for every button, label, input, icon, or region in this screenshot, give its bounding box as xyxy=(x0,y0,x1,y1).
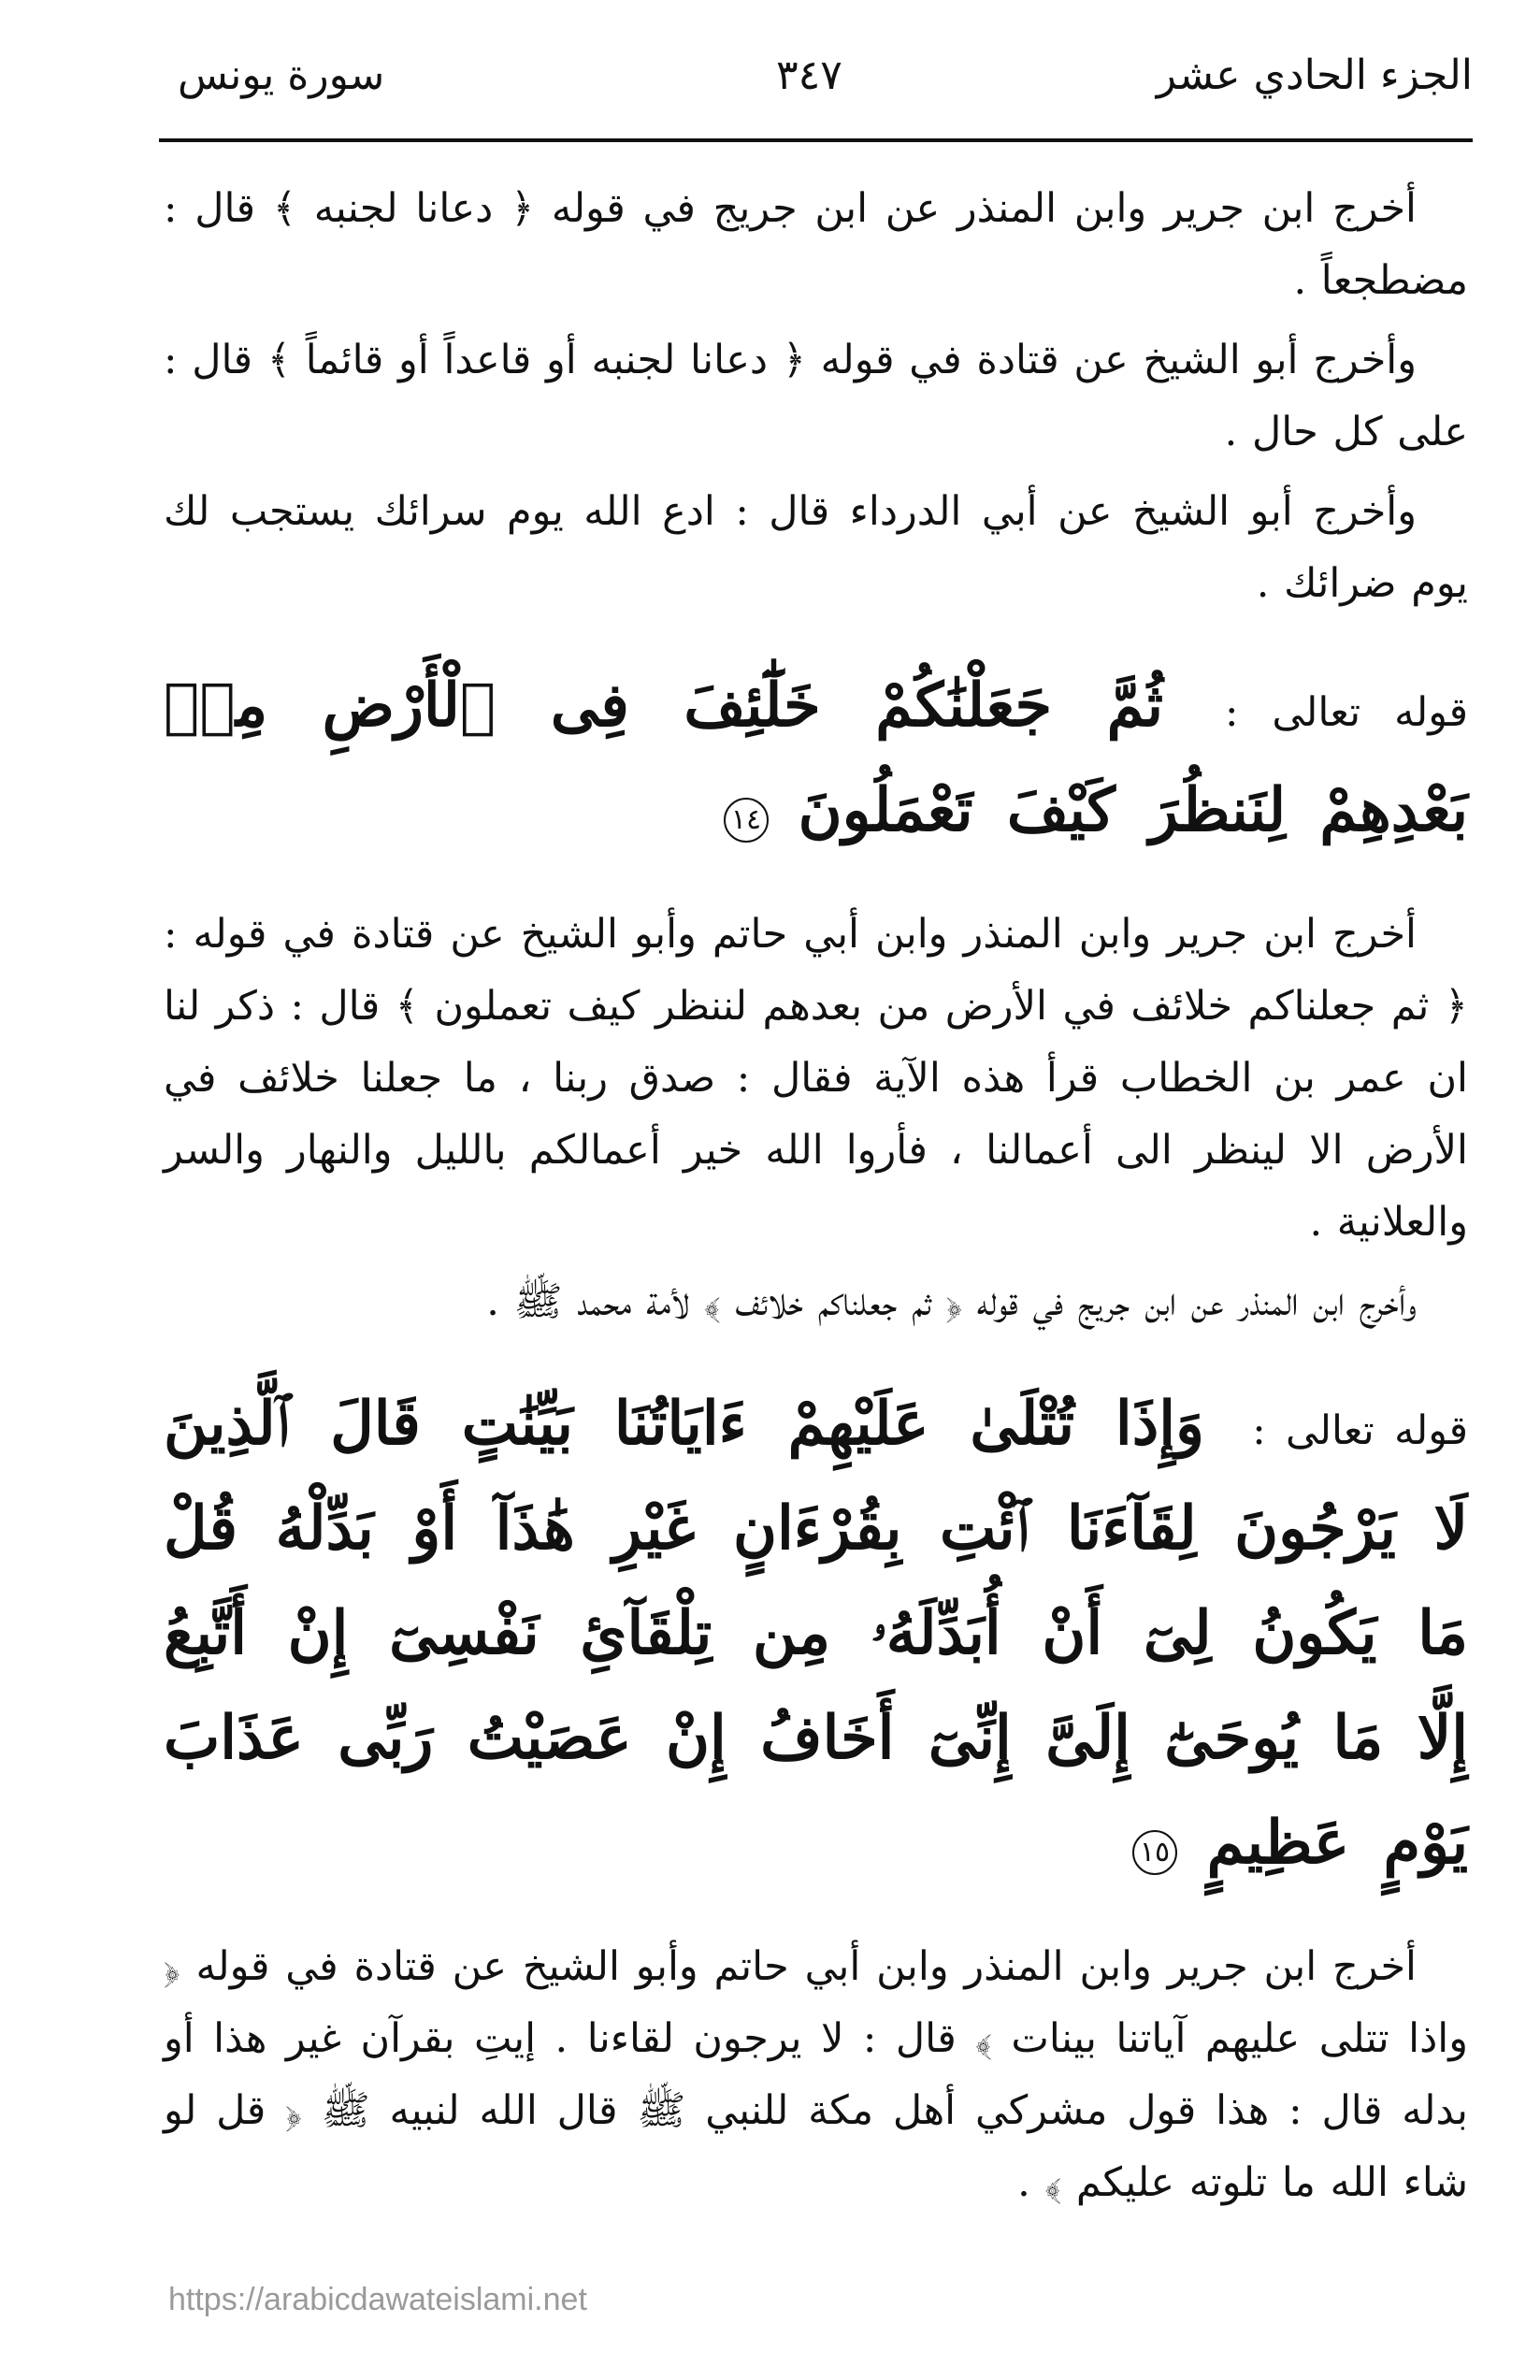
ayah-number-marker: ١٥ xyxy=(1132,1830,1177,1875)
part-title: الجزء الحادي عشر xyxy=(1156,51,1473,99)
surah-name: سورة يونس xyxy=(178,51,385,99)
ayah-number-marker: ١٤ xyxy=(724,798,769,843)
source-watermark: https://arabicdawateislami.net xyxy=(168,2282,587,2317)
paragraph-narration: وأخرج ابن المنذر عن ابن جريج في قوله ﴿ ثم جعلناكم خلائف ﴾ لأمة محمد ﷺ . xyxy=(486,1278,1417,1325)
verse-intro: قوله تعالى : xyxy=(1252,1407,1469,1454)
paragraph-narration: أخرج ابن جرير وابن المنذر عن ابن جريج في قوله ﴿ دعانا لجنبه ﴾ قال : مضطجعاً . xyxy=(164,185,1468,304)
quran-verse-block xyxy=(164,654,1468,863)
verse-intro: قوله تعالى : xyxy=(1224,689,1468,736)
page-number: ٣٤٧ xyxy=(776,51,842,99)
quran-verse-text: وَإِذَا تُتْلَىٰ عَلَيْهِمْ ءَايَاتُنَا بَيِّنَٰتٍ قَالَ ٱلَّذِينَ لَا يَرْجُونَ لِقَآءَنَا ٱئْتِ بِقُرْءَانٍ غَيْرِ هَٰذَآ أَوْ بَدِّلْهُ قُلْ مَا يَكُونُ لِىٓ أَنْ أُبَدِّلَهُۥ مِن تِلْقَآئِ نَفْسِىٓ إِنْ أَتَّبِعُ إِلَّا مَا يُوحَىٰٓ إِلَىَّ إِنِّىٓ أَخَافُ إِنْ عَصَيْتُ رَبِّى عَذَابَ يَوْمٍ عَظِيمٍ xyxy=(164,1389,1469,1878)
quran-verse-text: ثُمَّ جَعَلْنَٰكُمْ خَلَٰٓئِفَ فِى ٱلْأَرْضِ مِنۢ بَعْدِهِمْ لِنَنظُرَ كَيْفَ تَعْمَلُونَ xyxy=(164,671,1468,845)
paragraph-narration: أخرج ابن جرير وابن المنذر وابن أبي حاتم وأبو الشيخ عن قتادة في قوله ﴿ واذا تتلى عليهم آياتنا بينات ﴾ قال : لا يرجون لقاءنا . إيتِ بقرآن غير هذا أو بدله قال : هذا قول مشركي أهل مكة للنبي ﷺ قال الله لنبيه ﷺ ﴿ قل لو شاء الله ما تلوته عليكم ﴾ . xyxy=(164,1943,1468,2206)
page-body xyxy=(164,173,1468,2227)
paragraph-narration: أخرج ابن جرير وابن المنذر وابن أبي حاتم وأبو الشيخ عن قتادة في قوله : ﴿ ثم جعلناكم خلائف في الأرض من بعدهم لننظر كيف تعملون ﴾ قال : ذكر لنا ان عمر بن الخطاب قرأ هذه الآية فقال : صدق ربنا ، ما جعلنا خلائف في الأرض الا لينظر الى أعمالنا ، فأروا الله خير أعمالكم بالليل والنهار والسر والعلانية . xyxy=(164,911,1468,1246)
header-divider xyxy=(159,138,1473,142)
quran-verse-block xyxy=(164,1372,1468,1896)
page-header xyxy=(159,51,1473,126)
paragraph-narration: وأخرج أبو الشيخ عن قتادة في قوله ﴿ دعانا لجنبه أو قاعداً أو قائماً ﴾ قال : على كل حال . xyxy=(164,337,1468,455)
paragraph-narration: وأخرج أبو الشيخ عن أبي الدرداء قال : ادع الله يوم سرائك يستجب لك يوم ضرائك . xyxy=(164,488,1468,607)
